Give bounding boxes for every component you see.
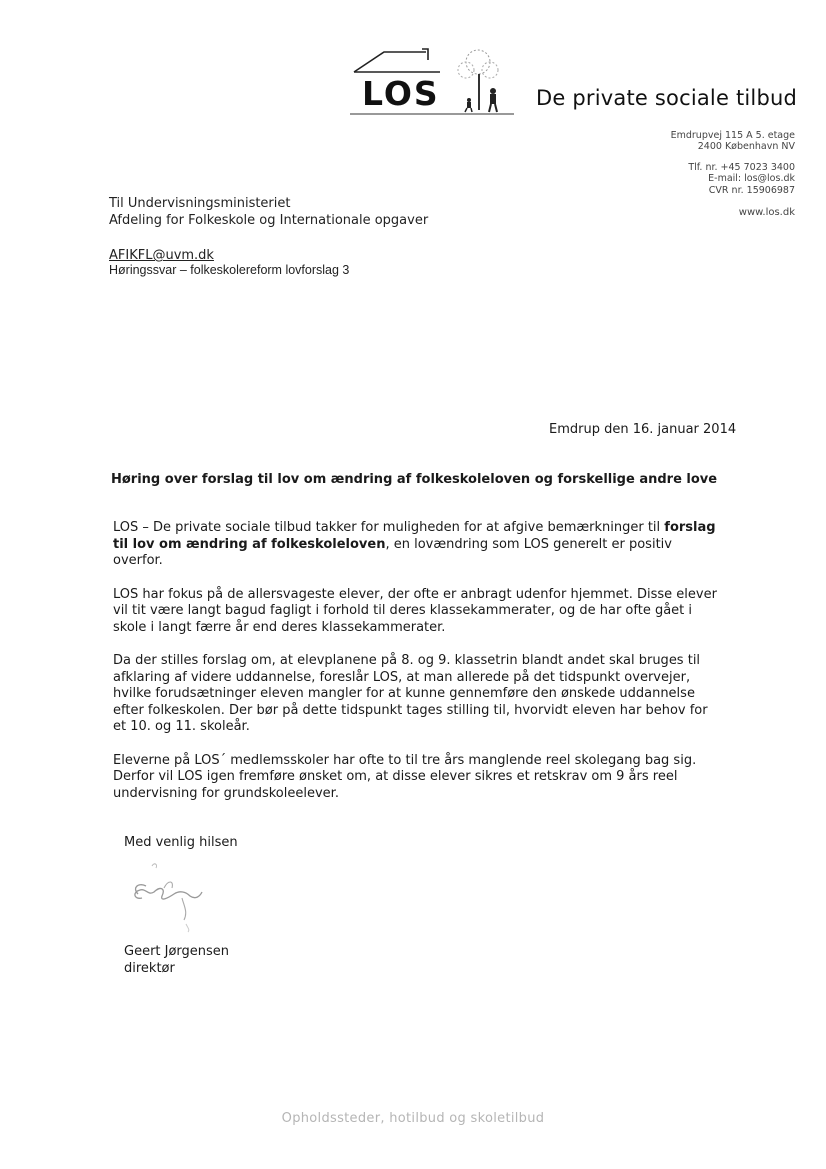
paragraph-4 [113, 753, 753, 803]
paragraph-3 [113, 653, 753, 736]
footer-tagline: Opholdssteder, hotilbud og skoletilbud [281, 1111, 545, 1126]
address-line-1: Emdrupvej 115 A 5. etage [670, 130, 795, 141]
signer-name: Geert Jørgensen [124, 944, 230, 959]
p1-text-2: , en lovændring som LOS generelt er positiv [385, 536, 672, 552]
p3-line-3: hvilke forudsætninger eleven mangler for at kunne gennemføre den ønskede uddannelse [113, 686, 695, 701]
p1-bold-1: forslag [664, 520, 716, 535]
phone-number: Tlf. nr. +45 7023 3400 [688, 161, 795, 173]
p3-line-5: et 10. og 11. skoleår. [113, 719, 250, 734]
paragraph-1 [113, 520, 753, 570]
p3-line-4: efter folkeskolen. Der bør på dette tidspunkt tages stilling til, hvorvidt eleven har behov for [113, 702, 708, 718]
p2-line-1: LOS har fokus på de allersvageste elever, der ofte er anbragt udenfor hjemmet. Disse elever [113, 586, 717, 602]
p1-line-2 [113, 537, 753, 554]
letter-heading: Høring over forslag til lov om ændring af folkeskoleloven og forskellige andre love [111, 472, 718, 487]
letter-date: Emdrup den 16. januar 2014 [549, 422, 737, 437]
subject-line: Høringssvar – folkeskolereform lovforslag 3 [109, 263, 350, 277]
p1-bold-2: til lov om ændring af folkeskoleloven [113, 536, 386, 552]
p2-line-3: skole i langt færre år end deres klassekammerater. [113, 619, 446, 635]
p3-line-2: afklaring af videre uddannelse, foreslår LOS, at man allerede på det tidspunkt overvejer, [113, 669, 691, 685]
los-logo [348, 44, 516, 120]
p1-text: LOS – De private sociale tilbud takker for muligheden for at afgive bemærkninger til [113, 520, 665, 535]
p4-line-1: Eleverne på LOS´ medlemsskoler har ofte to til tre års manglende reel skolegang bag sig. [113, 752, 697, 768]
recipient-line-2: Afdeling for Folkeskole og Internationale opgaver [109, 212, 429, 228]
closing-greeting: Med venlig hilsen [124, 835, 238, 850]
p4-line-2: Derfor vil LOS igen fremføre ønsket om, at disse elever sikres et retskrav om 9 års reel [113, 769, 678, 784]
website-link[interactable]: www.los.dk [738, 207, 795, 219]
organization-name: De private sociale tilbud [536, 86, 798, 110]
paragraph-2 [113, 587, 753, 637]
p2-line-2: vil tit være langt bagud fagligt i forhold til deres klassekammerater, og de har ofte gået i [113, 603, 693, 618]
signer-title: direktør [124, 961, 175, 976]
letter-body [113, 520, 753, 819]
p1-line-1 [113, 520, 753, 537]
p4-line-3: undervisning for grundskoleelever. [113, 785, 339, 801]
signature-graphic [124, 858, 214, 938]
recipient-email-link[interactable]: AFIKFL@uvm.dk [109, 248, 214, 263]
contact-email: E-mail: los@los.dk [708, 173, 795, 185]
logo-text: LOS [362, 74, 440, 113]
address-line-2: 2400 København NV [697, 141, 795, 153]
p3-line-1: Da der stilles forslag om, at elevplanene på 8. og 9. klassetrin blandt andet skal bruges til [113, 653, 701, 668]
contact-block [671, 130, 795, 218]
cvr-number: CVR nr. 15906987 [708, 184, 795, 196]
p1-line-3: overfor. [113, 553, 163, 568]
recipient-block [109, 196, 428, 229]
signer-block [124, 943, 229, 977]
recipient-line-1: Til Undervisningsministeriet [109, 196, 291, 211]
handwritten-signature [124, 858, 214, 938]
